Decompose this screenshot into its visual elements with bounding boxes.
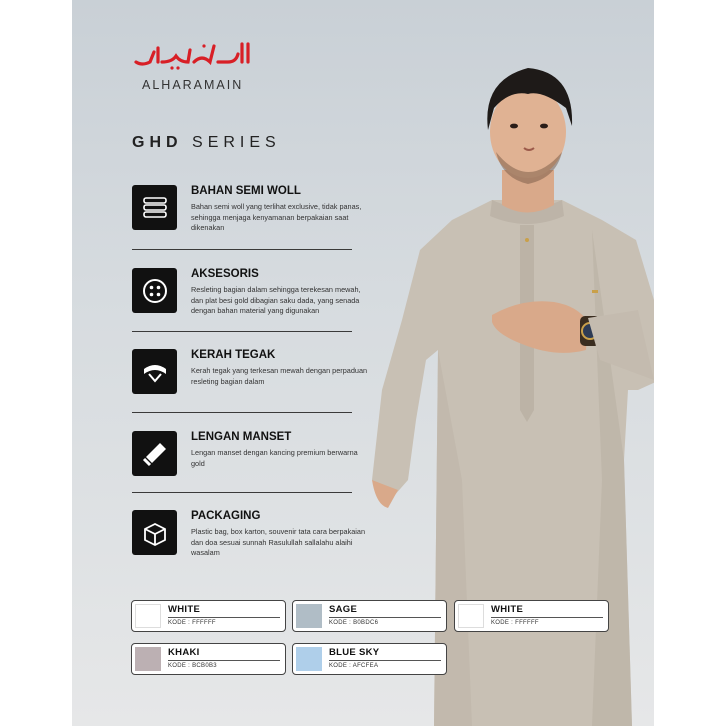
swatch-line xyxy=(329,660,441,661)
feature-title: AKSESORIS xyxy=(191,268,259,280)
color-code: KODE : BCB0B3 xyxy=(168,663,217,669)
feature-desc: Resleting bagian dalam sehingga terekesan mewah, dan plat besi gold dibagian saku dada, yang senada dengan bahan material yang digunakan xyxy=(191,285,361,315)
feature-title: LENGAN MANSET xyxy=(191,431,292,443)
series-code: GHD xyxy=(132,134,183,151)
color-name: WHITE xyxy=(491,604,524,615)
swatch-line xyxy=(168,617,280,618)
brand-logo-arabic xyxy=(132,40,252,70)
color-code: KODE : B0BDC6 xyxy=(329,620,379,626)
feature-desc: Plastic bag, box karton, souvenir tata cara berpakaian dan doa sesuai sunnah Rasulullah sallalahu alaihi wasalam xyxy=(191,527,366,557)
color-swatch-white[interactable] xyxy=(131,600,286,632)
divider xyxy=(132,331,352,332)
feature-desc: Bahan semi woll yang terlihat exclusive, tidak panas, sehingga menjaga kenyamanan berpakaian saat dikenakan xyxy=(191,202,362,232)
product-card xyxy=(72,0,654,726)
series-title xyxy=(132,134,281,152)
divider xyxy=(132,249,352,250)
color-code: KODE : AFCFEA xyxy=(329,663,379,669)
color-chip xyxy=(296,647,322,671)
feature-desc: Lengan manset dengan kancing premium berwarna gold xyxy=(191,448,358,468)
color-code: KODE : FFFFFF xyxy=(491,620,539,626)
feature-title: KERAH TEGAK xyxy=(191,349,276,361)
divider xyxy=(132,492,352,493)
color-swatch-sage[interactable] xyxy=(292,600,447,632)
feature-desc: Kerah tegak yang terkesan mewah dengan perpaduan resleting bagian dalam xyxy=(191,366,368,386)
color-chip xyxy=(458,604,484,628)
fabric-stack-icon xyxy=(132,185,177,230)
package-box-icon xyxy=(132,510,177,555)
color-swatch-blue-sky[interactable] xyxy=(292,643,447,675)
collar-icon xyxy=(132,349,177,394)
color-chip xyxy=(135,647,161,671)
color-chip xyxy=(296,604,322,628)
color-name: SAGE xyxy=(329,604,358,615)
sleeve-cuff-icon xyxy=(132,431,177,476)
button-icon xyxy=(132,268,177,313)
series-word: SERIES xyxy=(192,134,281,151)
color-code: KODE : FFFFFF xyxy=(168,620,216,626)
color-name: KHAKI xyxy=(168,647,200,658)
color-chip xyxy=(135,604,161,628)
color-swatch-white-2[interactable] xyxy=(454,600,609,632)
feature-title: PACKAGING xyxy=(191,510,261,522)
color-name: BLUE SKY xyxy=(329,647,380,658)
brand-name: ALHARAMAIN xyxy=(142,78,244,92)
color-swatch-khaki[interactable] xyxy=(131,643,286,675)
swatch-line xyxy=(491,617,603,618)
feature-title: BAHAN SEMI WOLL xyxy=(191,185,301,197)
swatch-line xyxy=(329,617,441,618)
swatch-line xyxy=(168,660,280,661)
color-name: WHITE xyxy=(168,604,201,615)
divider xyxy=(132,412,352,413)
